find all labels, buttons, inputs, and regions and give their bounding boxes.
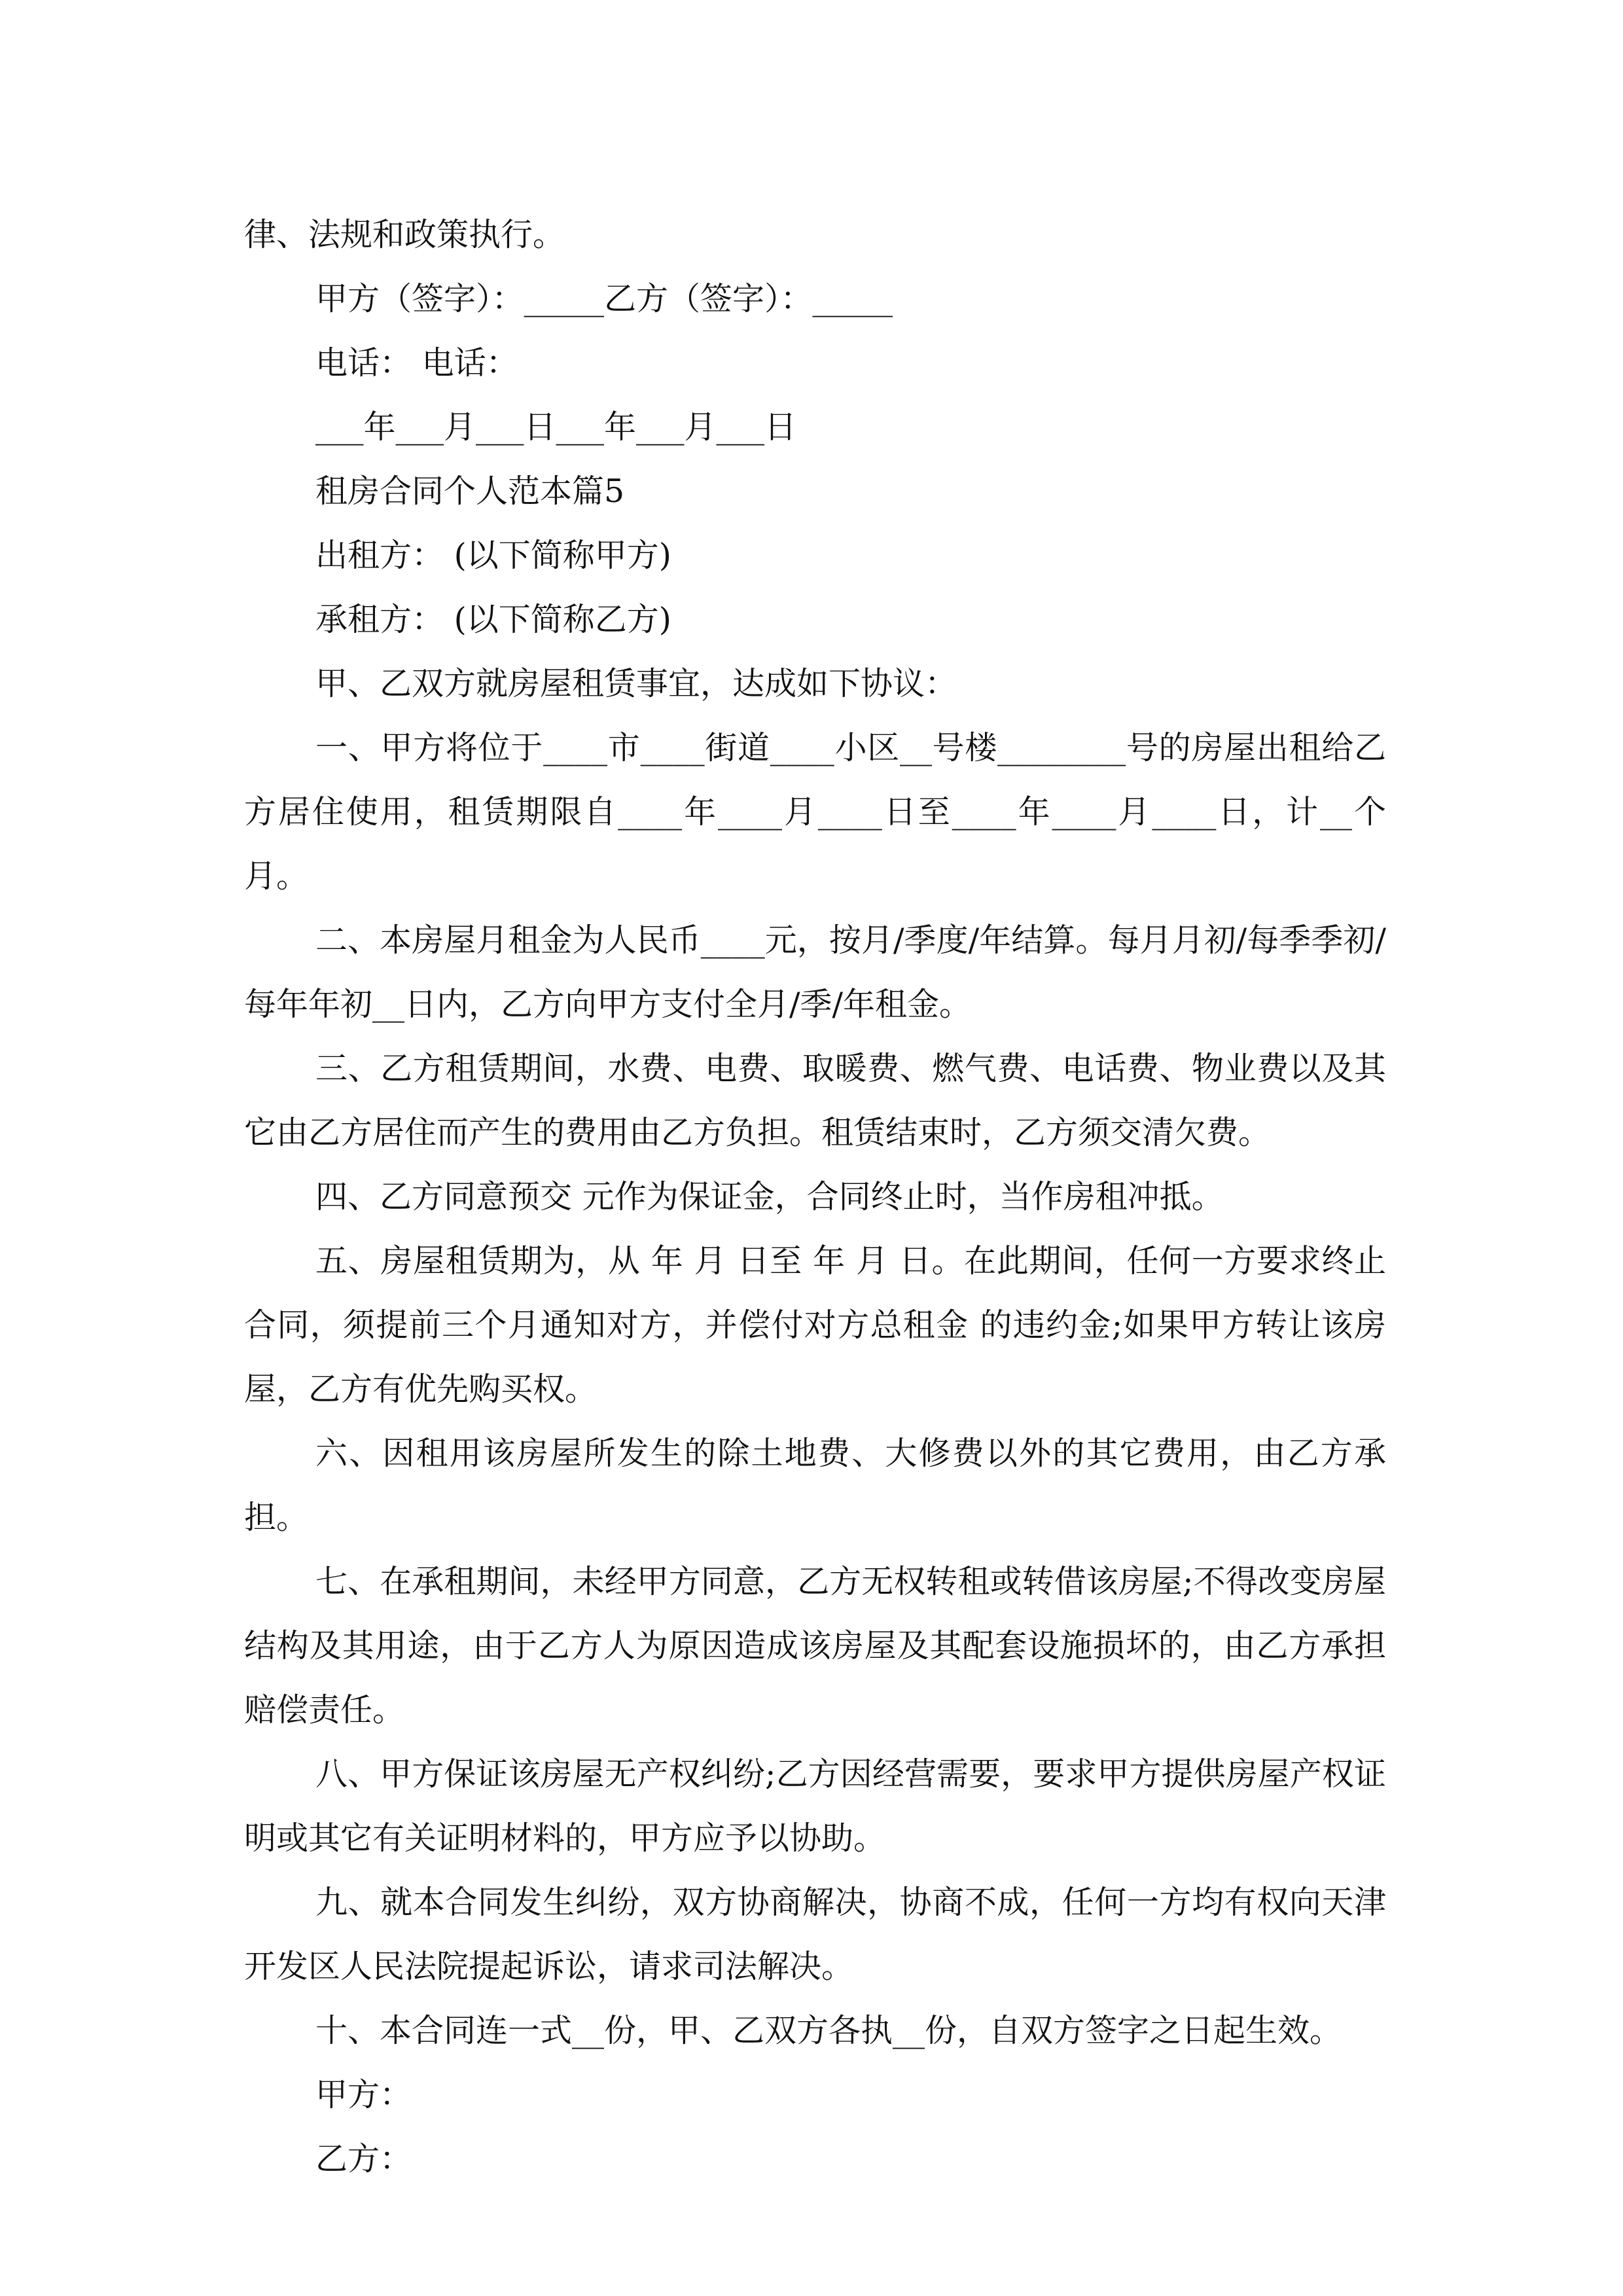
party-b-signature: 乙方： — [315, 2140, 412, 2178]
paragraph-law-continuation: 律、法规和政策执行。 — [244, 216, 565, 253]
contract-text — [244, 203, 1386, 2191]
paragraph-signature-line: 甲方（签字）：_____乙方（签字）：_____ — [315, 280, 893, 317]
party-a-signature: 甲方： — [315, 2076, 412, 2113]
clause-10: 十、本合同连一式__份，甲、乙双方各执__份，自双方签字之日起生效。 — [315, 2012, 1342, 2049]
clause-4: 四、乙方同意预交 元作为保证金，合同终止时，当作房租冲抵。 — [315, 1178, 1224, 1215]
clause-7: 七、在承租期间，未经甲方同意，乙方无权转租或转借该房屋;不得改变房屋结构及其用途，由于乙方人为原因造成该房屋及其配套设施损坏的，由乙方承担赔偿责任。 — [244, 1563, 1386, 1729]
paragraph-lessor: 出租方： (以下简称甲方) — [315, 537, 671, 574]
paragraph-lessee: 承租方： (以下简称乙方) — [315, 601, 671, 638]
paragraph-date-line: ___年___月___日___年___月___日 — [315, 408, 797, 446]
clause-5: 五、房屋租赁期为，从 年 月 日至 年 月 日。在此期间，任何一方要求终止合同，须提前三个月通知对方，并偿付对方总租金 的违约金;如果甲方转让该房屋，乙方有优先购买权。 — [244, 1242, 1386, 1408]
section-title: 租房合同个人范本篇5 — [315, 473, 625, 510]
clause-1: 一、甲方将位于____市____街道____小区__号楼________号的房屋出租给乙方居住使用，租赁期限自____年____月____日至____年____月____日，计__个月。 — [244, 729, 1386, 895]
clause-3: 三、乙方租赁期间，水费、电费、取暖费、燃气费、电话费、物业费以及其它由乙方居住而产生的费用由乙方负担。租赁结束时，乙方须交清欠费。 — [244, 1050, 1386, 1151]
clause-8: 八、甲方保证该房屋无产权纠纷;乙方因经营需要，要求甲方提供房屋产权证明或其它有关证明材料的，甲方应予以协助。 — [244, 1755, 1386, 1857]
paragraph-agreement-intro: 甲、乙双方就房屋租赁事宜，达成如下协议： — [315, 665, 957, 702]
clause-9: 九、就本合同发生纠纷，双方协商解决，协商不成，任何一方均有权向天津开发区人民法院提起诉讼，请求司法解决。 — [244, 1884, 1386, 1985]
paragraph-phone-line: 电话： 电话： — [315, 344, 518, 382]
clause-6: 六、因租用该房屋所发生的除土地费、大修费以外的其它费用，由乙方承担。 — [244, 1435, 1386, 1536]
clause-2: 二、本房屋月租金为人民币____元，按月/季度/年结算。每月月初/每季季初/每年年初__日内，乙方向甲方支付全月/季/年租金。 — [244, 922, 1386, 1023]
